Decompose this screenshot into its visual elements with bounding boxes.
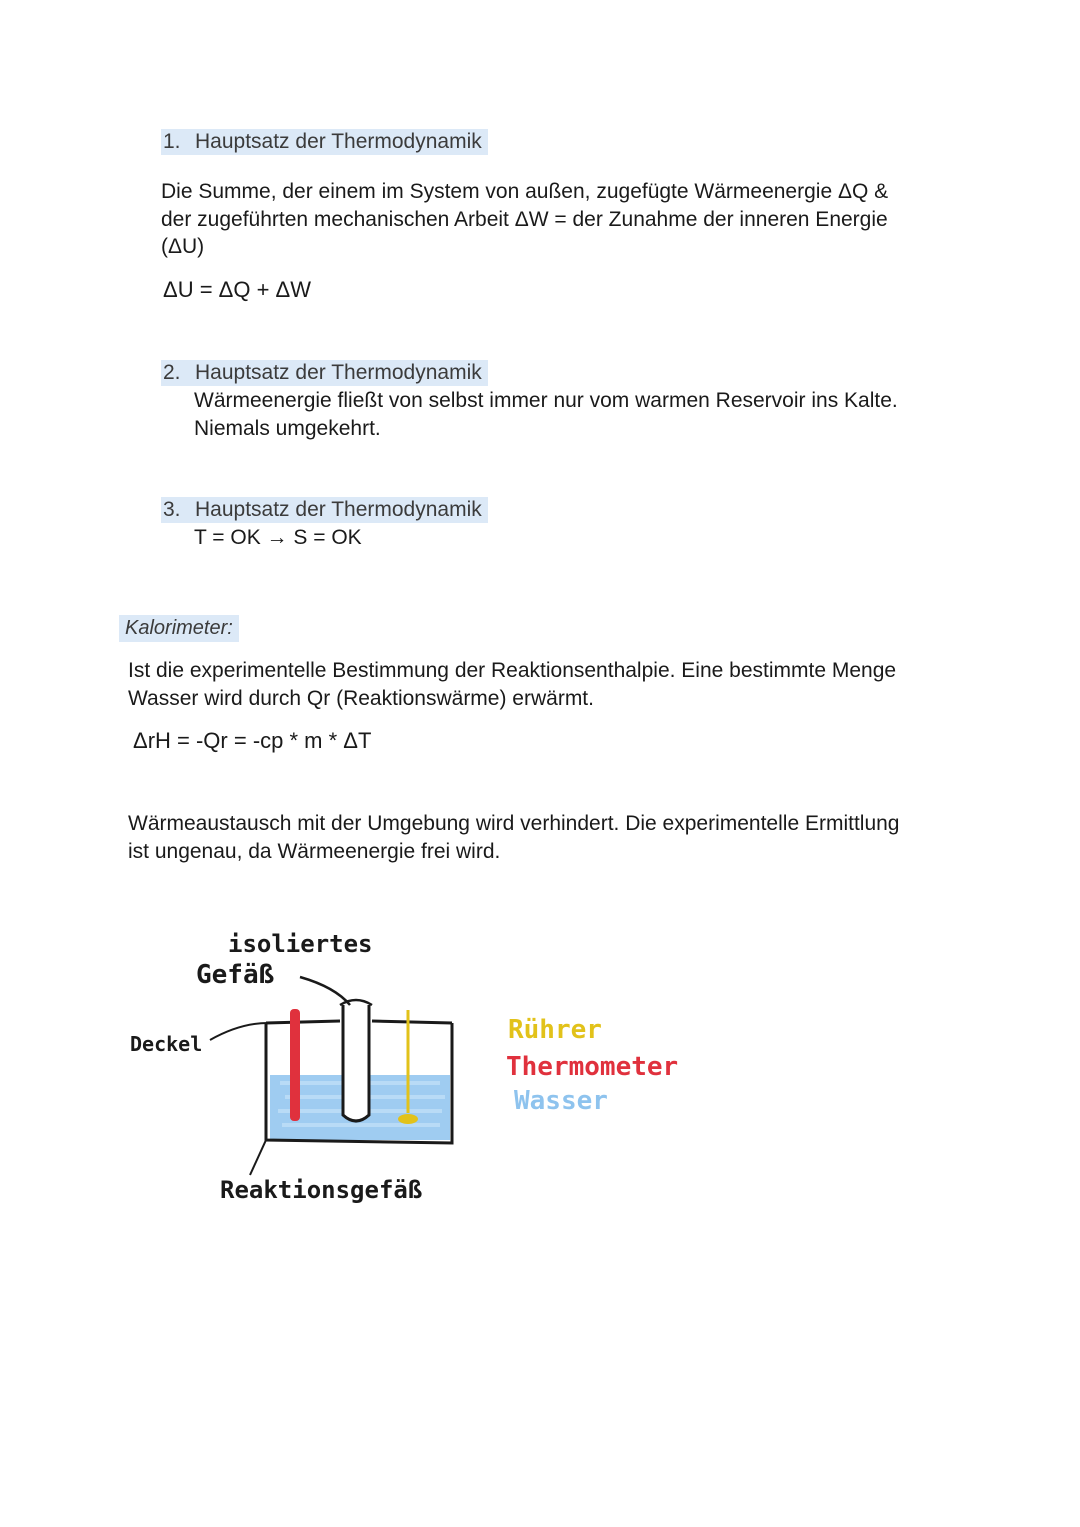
section-2-title: Hauptsatz der Thermodynamik: [195, 361, 482, 384]
section-1-number: 1.: [163, 130, 181, 153]
kalorimeter-line-2: Wasser wird durch Qr (Reaktionswärme) erwärmt.: [128, 686, 594, 710]
section-1-line-2: der zugeführten mechanischen Arbeit ΔW = der Zunahme der inneren Energie: [161, 207, 888, 231]
kalorimeter-body-2: [128, 810, 958, 865]
calorimeter-sketch: [110, 915, 730, 1245]
section-2-body: [194, 387, 974, 442]
kalorimeter-line-3: Wärmeaustausch mit der Umgebung wird verhindert. Die experimentelle Ermittlung: [128, 812, 900, 835]
pointer-isoliert: [300, 977, 350, 1005]
section-2-heading: [161, 360, 488, 386]
legend-ruehrer: Rührer: [508, 1015, 602, 1045]
label-deckel: Deckel: [130, 1032, 203, 1056]
section-1-body: [161, 178, 961, 261]
section-2-line-2: Niemals umgekehrt.: [194, 416, 381, 440]
section-3-title: Hauptsatz der Thermodynamik: [195, 498, 482, 521]
kalorimeter-heading: [119, 617, 239, 640]
label-isoliert-1: isoliertes: [228, 930, 373, 958]
legend-wasser: Wasser: [514, 1086, 608, 1116]
label-reaktionsgefaess: Reaktionsgefäß: [220, 1176, 423, 1204]
label-isoliert-2: Gefäß: [196, 960, 275, 990]
pointer-deckel: [210, 1023, 268, 1040]
section-3-number: 3.: [163, 498, 181, 521]
inner-tube: [343, 1005, 369, 1121]
thermometer-shape: [290, 1009, 300, 1121]
section-1-line-1: Die Summe, der einem im System von außen, zugefügte Wärmeenergie ΔQ &: [161, 180, 889, 203]
kalorimeter-body: [128, 657, 948, 712]
stirrer-paddle: [398, 1114, 418, 1124]
section-1-formula: ΔU = ΔQ + ΔW: [163, 277, 311, 302]
section-1-title: Hauptsatz der Thermodynamik: [195, 130, 482, 153]
pointer-reaktionsgefaess: [250, 1140, 266, 1175]
section-2-line-1: Wärmeenergie fließt von selbst immer nur vom warmen Reservoir ins Kalte.: [194, 389, 898, 412]
section-3-heading: [161, 497, 488, 523]
section-1-line-3: (ΔU): [161, 235, 205, 258]
legend-thermometer: Thermometer: [506, 1052, 679, 1082]
kalorimeter-line-1: Ist die experimentelle Bestimmung der Reaktionsenthalpie. Eine bestimmte Menge: [128, 659, 897, 682]
section-3-formula: T = OK → S = OK: [194, 526, 362, 549]
kalorimeter-line-4: ist ungenau, da Wärmeenergie frei wird.: [128, 839, 501, 863]
section-2-number: 2.: [163, 361, 181, 384]
kalorimeter-title: Kalorimeter:: [119, 615, 239, 642]
section-1-heading: [161, 129, 488, 155]
kalorimeter-formula: ΔrH = -Qr = -cp * m * ΔT: [133, 728, 372, 753]
